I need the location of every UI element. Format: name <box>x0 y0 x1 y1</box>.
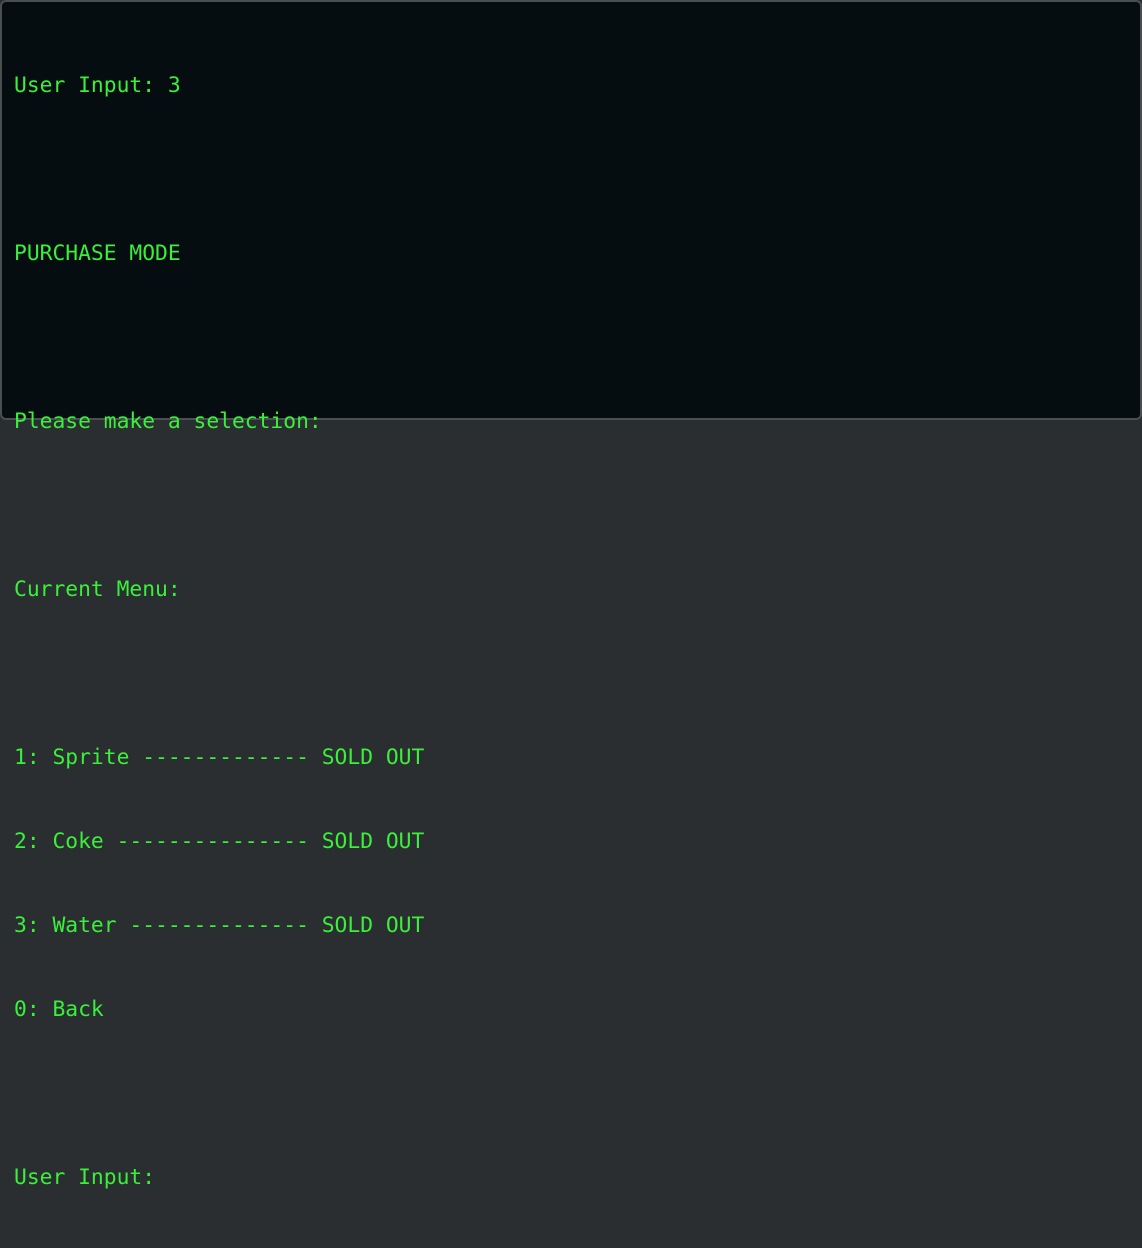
mode-heading: PURCHASE MODE <box>14 241 181 266</box>
blank-line <box>14 156 1128 184</box>
menu-item-sprite: 1: Sprite ------------- SOLD OUT <box>14 745 425 770</box>
blank-line <box>14 492 1128 520</box>
user-input-prompt: User Input: <box>14 1165 156 1190</box>
selection-prompt: Please make a selection: <box>14 409 322 434</box>
input-line[interactable] <box>14 1164 1128 1192</box>
blank-line <box>14 324 1128 352</box>
text-cursor[interactable] <box>155 1166 167 1188</box>
menu-item-back: 0: Back <box>14 997 104 1022</box>
terminal-output <box>14 16 1128 1190</box>
previous-user-input-line: User Input: 3 <box>14 73 181 98</box>
blank-line <box>14 660 1128 688</box>
menu-item-coke: 2: Coke --------------- SOLD OUT <box>14 829 425 854</box>
blank-line <box>14 1080 1128 1108</box>
menu-heading: Current Menu: <box>14 577 181 602</box>
menu-item-water: 3: Water -------------- SOLD OUT <box>14 913 425 938</box>
